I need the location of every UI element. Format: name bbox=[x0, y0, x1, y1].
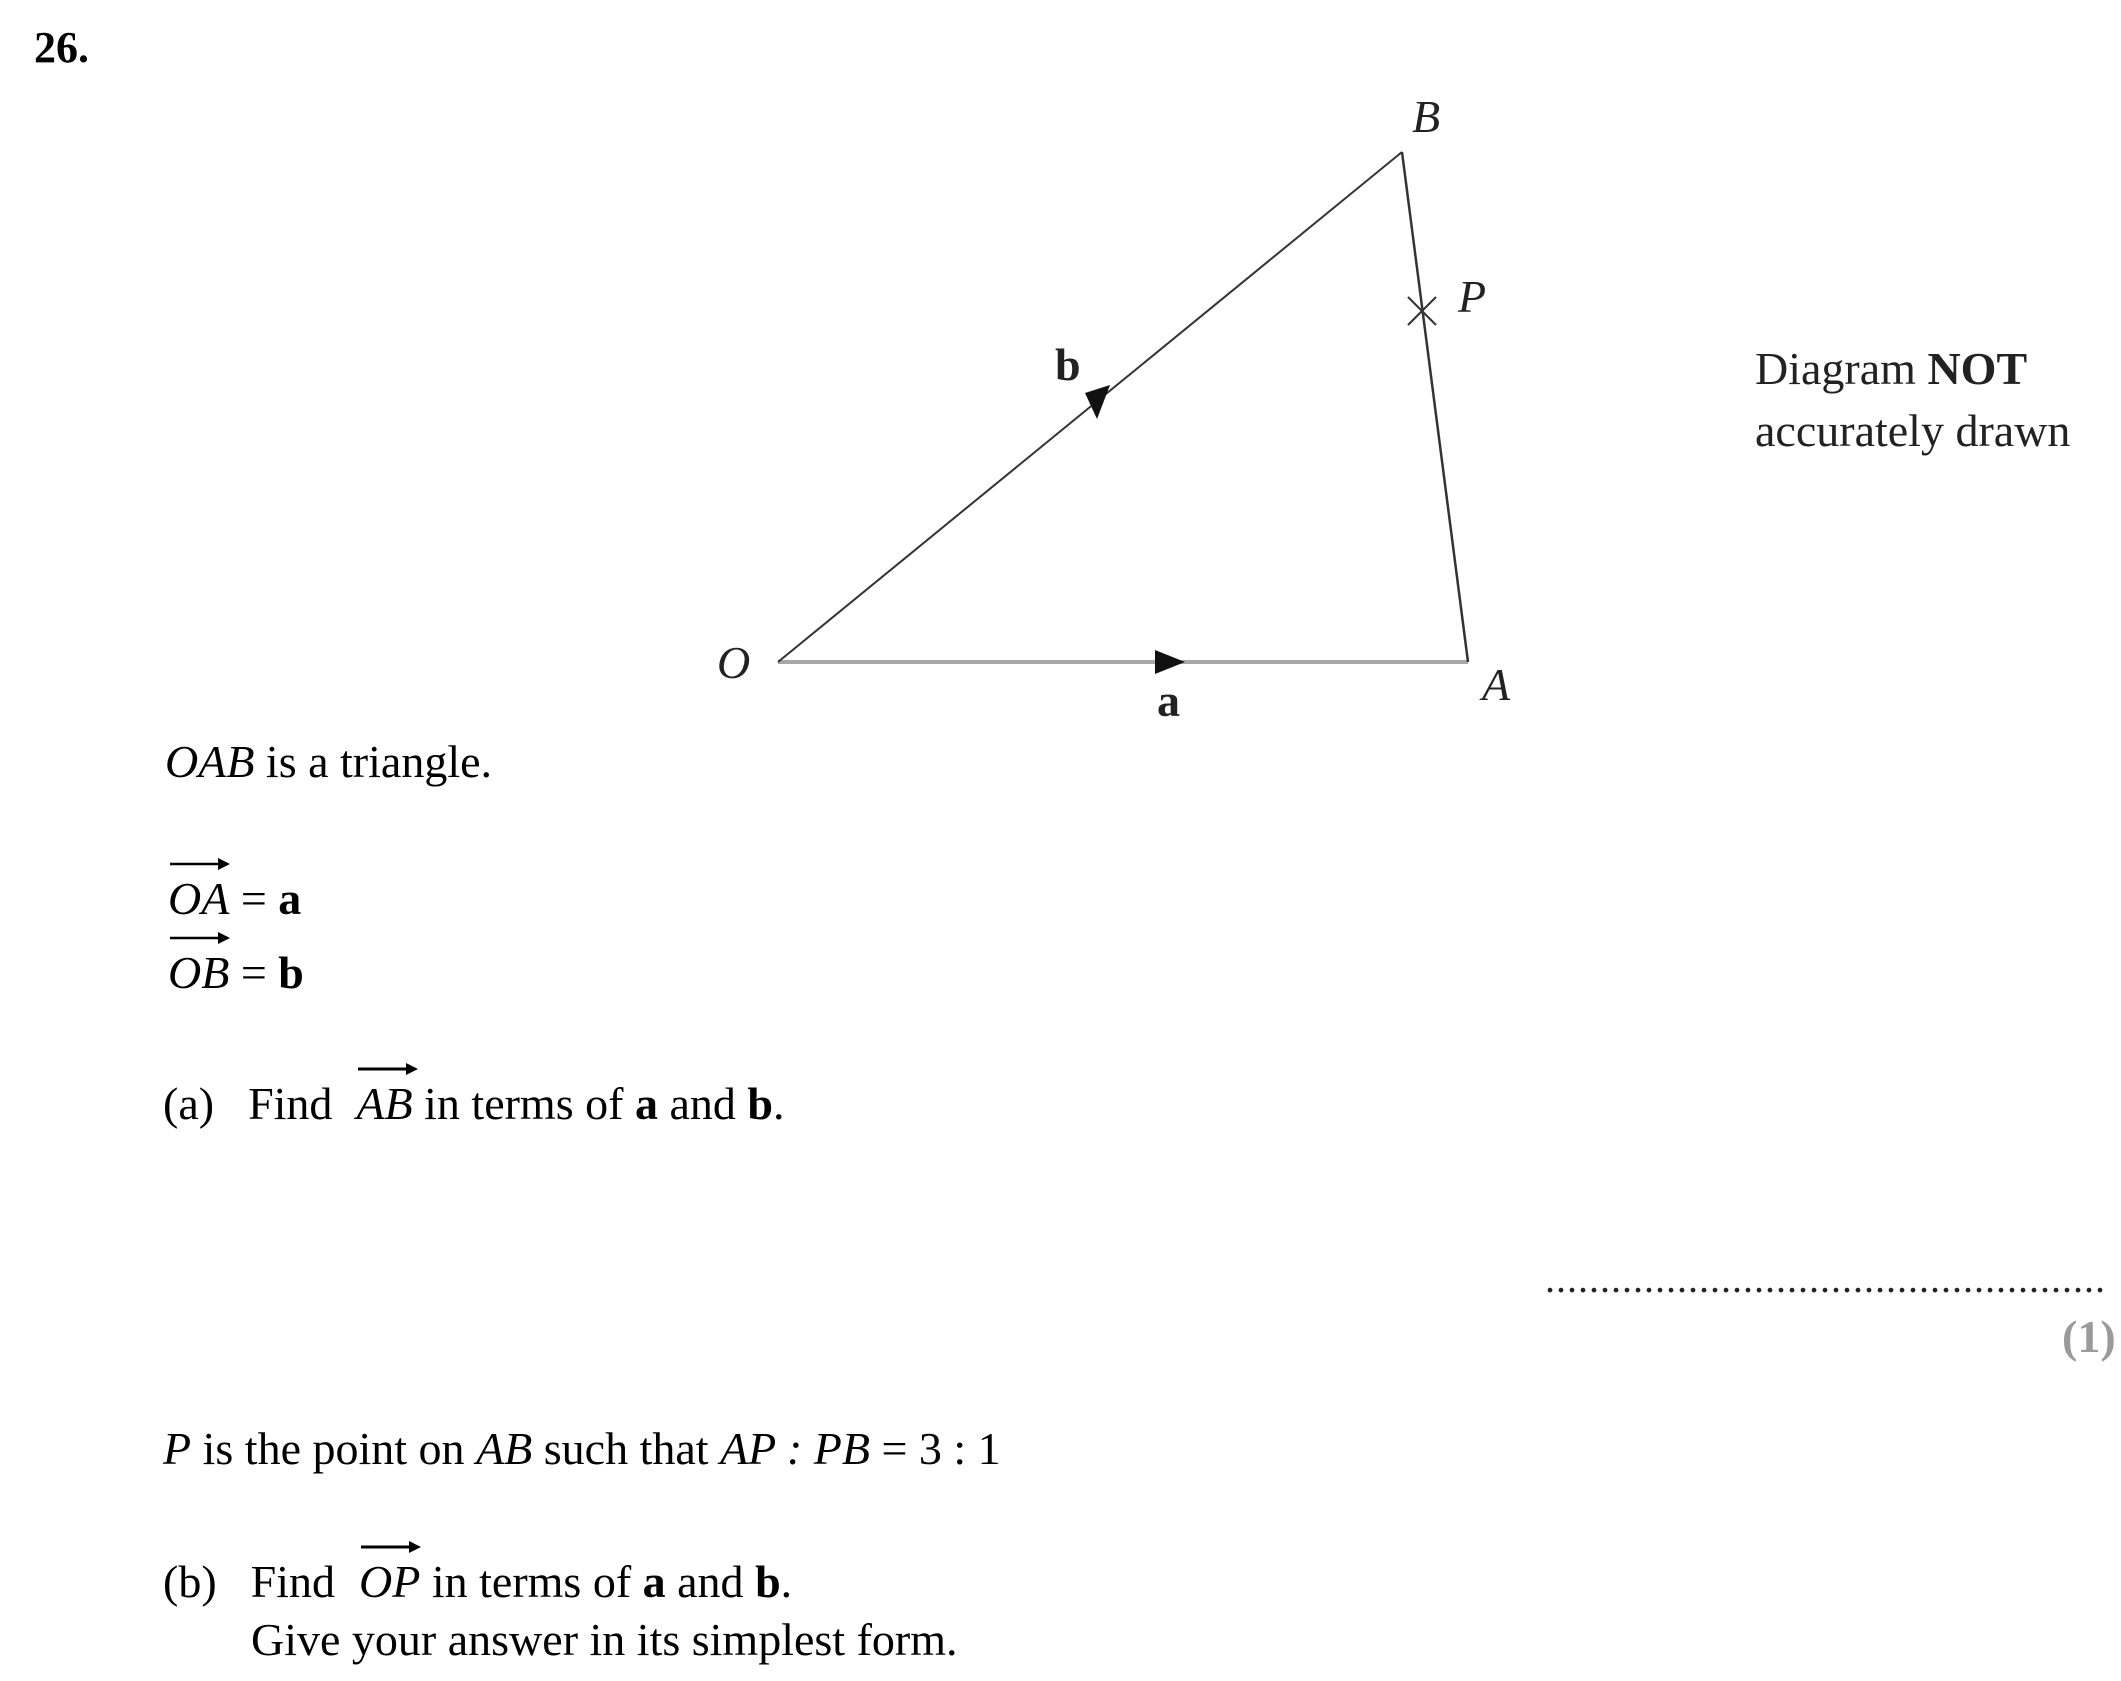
side-ob bbox=[778, 152, 1402, 662]
side-ab bbox=[1402, 152, 1468, 662]
label-b-vertex: B bbox=[1412, 91, 1441, 142]
triangle-statement: OAB is a triangle. bbox=[165, 736, 493, 787]
part-b-question: (b) Find OP in terms of a and b. bbox=[163, 1555, 792, 1608]
label-vector-a: a bbox=[1157, 675, 1180, 726]
question-number: 26. bbox=[34, 23, 89, 72]
part-a-question: (a) Find AB in terms of a and b. bbox=[163, 1077, 784, 1130]
label-vector-b: b bbox=[1055, 339, 1081, 390]
vector-ob: OB bbox=[168, 946, 229, 999]
vector-ab: AB bbox=[356, 1077, 412, 1130]
label-p: P bbox=[1458, 271, 1487, 322]
label-a-vertex: A bbox=[1482, 659, 1511, 710]
arrow-a bbox=[1155, 650, 1185, 674]
vector-ob-definition: OB = b bbox=[168, 946, 304, 999]
vector-oa-definition: OA = a bbox=[168, 872, 301, 925]
part-b-instruction: Give your answer in its simplest form. bbox=[251, 1614, 958, 1665]
diagram-note: Diagram NOT accurately drawn bbox=[1755, 343, 2071, 456]
vector-op: OP bbox=[359, 1555, 420, 1608]
arrow-b bbox=[1085, 385, 1110, 419]
point-p-statement: P is the point on AB such that AP : PB = 3 : 1 bbox=[163, 1423, 1001, 1474]
label-o: O bbox=[717, 637, 751, 688]
marks-a: (1) bbox=[2062, 1311, 2116, 1362]
vector-oa: OA bbox=[168, 872, 229, 925]
answer-line-a[interactable]: ................................................... bbox=[1545, 1256, 2106, 1301]
